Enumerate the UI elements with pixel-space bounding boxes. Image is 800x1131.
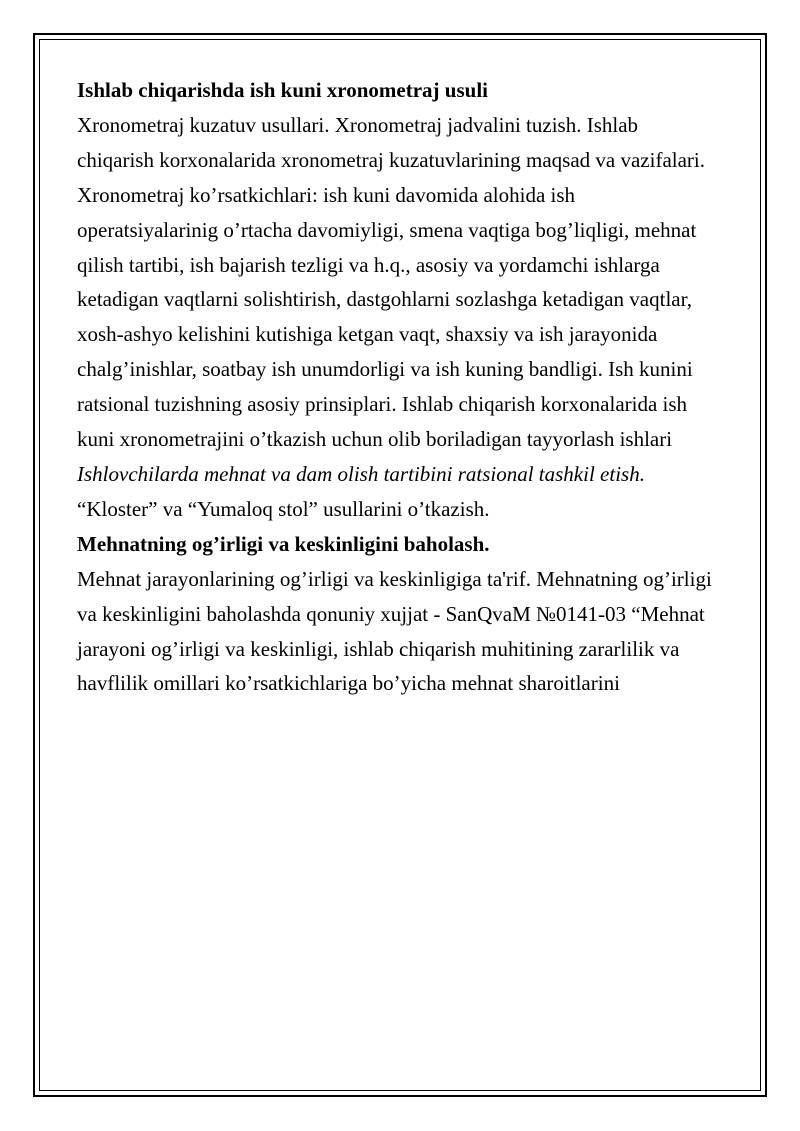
section-heading-labor-severity: Mehnatning og’irligi va keskinligini baholash. — [77, 531, 490, 556]
section-heading-chronometry: Ishlab chiqarishda ish kuni xronometraj usuli — [77, 78, 488, 102]
paragraph-methods: “Kloster” va “Yumaloq stol” usullarini o’tkazish. — [77, 496, 490, 521]
document-body — [77, 73, 717, 701]
subheading-work-rest-regime: Ishlovchilarda mehnat va dam olish tartibini ratsional tashkil etish. — [77, 461, 645, 486]
paragraph-chronometry-description: Xronometraj kuzatuv usullari. Xronometraj jadvalini tuzish. Ishlab chiqarish korxonalarida xronometraj kuzatuvlarining maqsad va vazifalari. Xronometraj ko’rsatkichlari: ish kuni davomida alohida ish operatsiyalarinig o’rtacha davomiyligi, smena vaqtiga bog’liqligi, mehnat qilish tartibi, ish bajarish tezligi va h.q., asosiy va yordamchi ishlarga ketadigan vaqtlarni solishtirish, dastgohlarni sozlashga ketadigan vaqtlar, xosh-ashyo kelishini kutishiga ketgan vaqt, shaxsiy va ish jarayonida chalg’inishlar, soatbay ish unumdorligi va ish kuning bandligi. Ish kunini ratsional tuzishning asosiy prinsiplari. Ishlab chiqarish korxonalarida ish kuni xronometrajini o’tkazish uchun olib boriladigan tayyorlash ishlari — [77, 112, 706, 452]
paragraph-labor-severity-description: Mehnat jarayonlarining og’irligi va keskinligiga ta'rif. Mehnatning og’irligi va keskinligini baholashda qonuniy xujjat - SanQvaM №0141-03 “Mehnat jarayoni og’irligi va keskinligi, ishlab chiqarish muhitining zararlilik va havflilik omillari ko’rsatkichlariga bo’yicha mehnat sharoitlarini — [77, 566, 712, 696]
